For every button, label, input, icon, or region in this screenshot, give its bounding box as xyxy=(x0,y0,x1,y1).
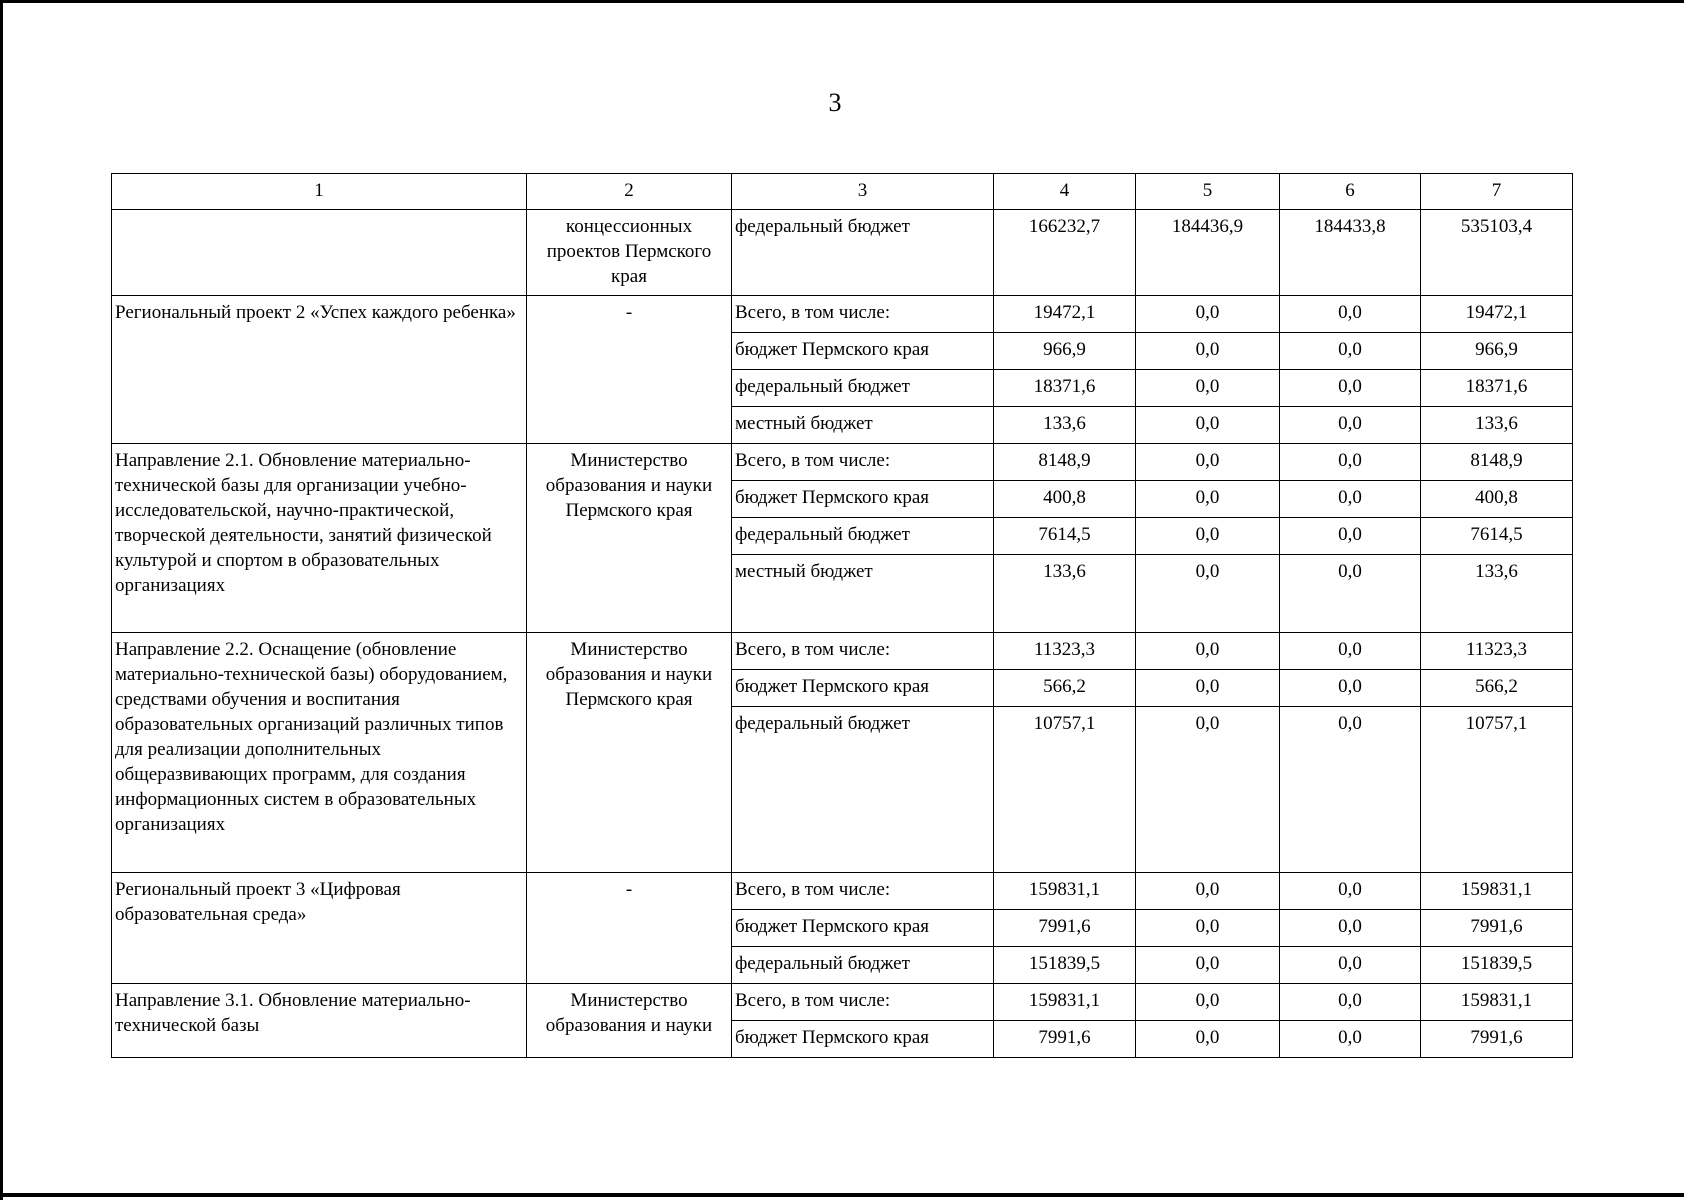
value-col6-cell: 0,0 xyxy=(1280,296,1421,333)
value-col5-cell: 0,0 xyxy=(1136,984,1280,1021)
funding-source-cell: Всего, в том числе: xyxy=(732,444,994,481)
value-col6-cell: 0,0 xyxy=(1280,555,1421,633)
funding-source-cell: Всего, в том числе: xyxy=(732,873,994,910)
value-col7-cell: 159831,1 xyxy=(1421,984,1573,1021)
value-col5-cell: 0,0 xyxy=(1136,1021,1280,1058)
measure-name-cell: Направление 2.2. Оснащение (обновление материально-технической базы) оборудованием, средствами обучения и воспитания образовательных организаций различных типов для реализации дополнительных общеразвивающих программ, для создания информационных систем в образовательных организациях xyxy=(112,633,527,873)
value-col4-cell: 10757,1 xyxy=(994,707,1136,873)
value-col7-cell: 535103,4 xyxy=(1421,210,1573,296)
value-col5-cell: 0,0 xyxy=(1136,670,1280,707)
value-col7-cell: 8148,9 xyxy=(1421,444,1573,481)
measure-name-cell: Направление 3.1. Обновление материально-технической базы xyxy=(112,984,527,1058)
column-number-row xyxy=(112,174,1573,210)
funding-source-cell: бюджет Пермского края xyxy=(732,333,994,370)
value-col4-cell: 159831,1 xyxy=(994,984,1136,1021)
value-col5-cell: 184436,9 xyxy=(1136,210,1280,296)
page-number: 3 xyxy=(828,88,842,117)
table-row xyxy=(112,984,1573,1021)
measure-name-cell: Региональный проект 2 «Успех каждого ребенка» xyxy=(112,296,527,444)
value-col4-cell: 966,9 xyxy=(994,333,1136,370)
responsible-cell: - xyxy=(527,873,732,984)
table-row xyxy=(112,873,1573,910)
value-col5-cell: 0,0 xyxy=(1136,555,1280,633)
value-col6-cell: 0,0 xyxy=(1280,481,1421,518)
value-col7-cell: 7614,5 xyxy=(1421,518,1573,555)
value-col4-cell: 8148,9 xyxy=(994,444,1136,481)
value-col4-cell: 159831,1 xyxy=(994,873,1136,910)
column-number: 2 xyxy=(527,174,732,210)
scan-edge-left xyxy=(0,0,3,1200)
value-col5-cell: 0,0 xyxy=(1136,333,1280,370)
value-col4-cell: 7614,5 xyxy=(994,518,1136,555)
value-col4-cell: 18371,6 xyxy=(994,370,1136,407)
value-col4-cell: 566,2 xyxy=(994,670,1136,707)
table-row xyxy=(112,210,1573,296)
value-col7-cell: 966,9 xyxy=(1421,333,1573,370)
value-col7-cell: 18371,6 xyxy=(1421,370,1573,407)
scan-edge-top xyxy=(0,0,1684,3)
value-col6-cell: 0,0 xyxy=(1280,633,1421,670)
value-col5-cell: 0,0 xyxy=(1136,947,1280,984)
value-col4-cell: 7991,6 xyxy=(994,1021,1136,1058)
value-col4-cell: 7991,6 xyxy=(994,910,1136,947)
value-col4-cell: 166232,7 xyxy=(994,210,1136,296)
measure-name-cell: Направление 2.1. Обновление материально-технической базы для организации учебно-исследовательской, научно-практической, творческой деятельности, занятий физической культурой и спортом в образовательных организациях xyxy=(112,444,527,633)
column-number: 1 xyxy=(112,174,527,210)
responsible-cell: Министерство образования и науки xyxy=(527,984,732,1058)
value-col5-cell: 0,0 xyxy=(1136,518,1280,555)
funding-source-cell: федеральный бюджет xyxy=(732,707,994,873)
value-col5-cell: 0,0 xyxy=(1136,873,1280,910)
funding-source-cell: бюджет Пермского края xyxy=(732,481,994,518)
value-col5-cell: 0,0 xyxy=(1136,633,1280,670)
funding-source-cell: местный бюджет xyxy=(732,555,994,633)
value-col6-cell: 0,0 xyxy=(1280,1021,1421,1058)
funding-source-cell: Всего, в том числе: xyxy=(732,984,994,1021)
column-number: 3 xyxy=(732,174,994,210)
value-col6-cell: 184433,8 xyxy=(1280,210,1421,296)
column-number: 6 xyxy=(1280,174,1421,210)
funding-source-cell: бюджет Пермского края xyxy=(732,1021,994,1058)
column-number: 5 xyxy=(1136,174,1280,210)
value-col6-cell: 0,0 xyxy=(1280,444,1421,481)
value-col6-cell: 0,0 xyxy=(1280,947,1421,984)
value-col6-cell: 0,0 xyxy=(1280,984,1421,1021)
funding-source-cell: местный бюджет xyxy=(732,407,994,444)
funding-source-cell: Всего, в том числе: xyxy=(732,633,994,670)
value-col6-cell: 0,0 xyxy=(1280,518,1421,555)
value-col5-cell: 0,0 xyxy=(1136,481,1280,518)
value-col7-cell: 7991,6 xyxy=(1421,1021,1573,1058)
value-col5-cell: 0,0 xyxy=(1136,370,1280,407)
value-col5-cell: 0,0 xyxy=(1136,444,1280,481)
value-col4-cell: 11323,3 xyxy=(994,633,1136,670)
value-col4-cell: 151839,5 xyxy=(994,947,1136,984)
funding-source-cell: федеральный бюджет xyxy=(732,947,994,984)
funding-source-cell: федеральный бюджет xyxy=(732,370,994,407)
responsible-cell: концессионных проектов Пермского края xyxy=(527,210,732,296)
value-col7-cell: 133,6 xyxy=(1421,407,1573,444)
budget-table xyxy=(111,173,1573,1058)
value-col5-cell: 0,0 xyxy=(1136,296,1280,333)
value-col6-cell: 0,0 xyxy=(1280,370,1421,407)
value-col7-cell: 19472,1 xyxy=(1421,296,1573,333)
table-row xyxy=(112,444,1573,481)
value-col6-cell: 0,0 xyxy=(1280,407,1421,444)
value-col6-cell: 0,0 xyxy=(1280,910,1421,947)
value-col6-cell: 0,0 xyxy=(1280,333,1421,370)
value-col6-cell: 0,0 xyxy=(1280,873,1421,910)
value-col4-cell: 133,6 xyxy=(994,407,1136,444)
funding-source-cell: бюджет Пермского края xyxy=(732,670,994,707)
value-col4-cell: 400,8 xyxy=(994,481,1136,518)
value-col7-cell: 10757,1 xyxy=(1421,707,1573,873)
value-col7-cell: 7991,6 xyxy=(1421,910,1573,947)
value-col6-cell: 0,0 xyxy=(1280,707,1421,873)
table-row xyxy=(112,296,1573,333)
funding-source-cell: федеральный бюджет xyxy=(732,210,994,296)
value-col7-cell: 400,8 xyxy=(1421,481,1573,518)
value-col7-cell: 133,6 xyxy=(1421,555,1573,633)
value-col5-cell: 0,0 xyxy=(1136,707,1280,873)
value-col6-cell: 0,0 xyxy=(1280,670,1421,707)
column-number: 4 xyxy=(994,174,1136,210)
scan-edge-bottom xyxy=(0,1193,1684,1197)
value-col7-cell: 151839,5 xyxy=(1421,947,1573,984)
table-row xyxy=(112,633,1573,670)
value-col7-cell: 566,2 xyxy=(1421,670,1573,707)
funding-source-cell: бюджет Пермского края xyxy=(732,910,994,947)
funding-source-cell: федеральный бюджет xyxy=(732,518,994,555)
responsible-cell: Министерство образования и науки Пермского края xyxy=(527,444,732,633)
funding-source-cell: Всего, в том числе: xyxy=(732,296,994,333)
value-col4-cell: 133,6 xyxy=(994,555,1136,633)
value-col5-cell: 0,0 xyxy=(1136,407,1280,444)
measure-name-cell xyxy=(112,210,527,296)
value-col7-cell: 11323,3 xyxy=(1421,633,1573,670)
measure-name-cell: Региональный проект 3 «Цифровая образовательная среда» xyxy=(112,873,527,984)
responsible-cell: - xyxy=(527,296,732,444)
value-col7-cell: 159831,1 xyxy=(1421,873,1573,910)
responsible-cell: Министерство образования и науки Пермского края xyxy=(527,633,732,873)
value-col5-cell: 0,0 xyxy=(1136,910,1280,947)
column-number: 7 xyxy=(1421,174,1573,210)
value-col4-cell: 19472,1 xyxy=(994,296,1136,333)
